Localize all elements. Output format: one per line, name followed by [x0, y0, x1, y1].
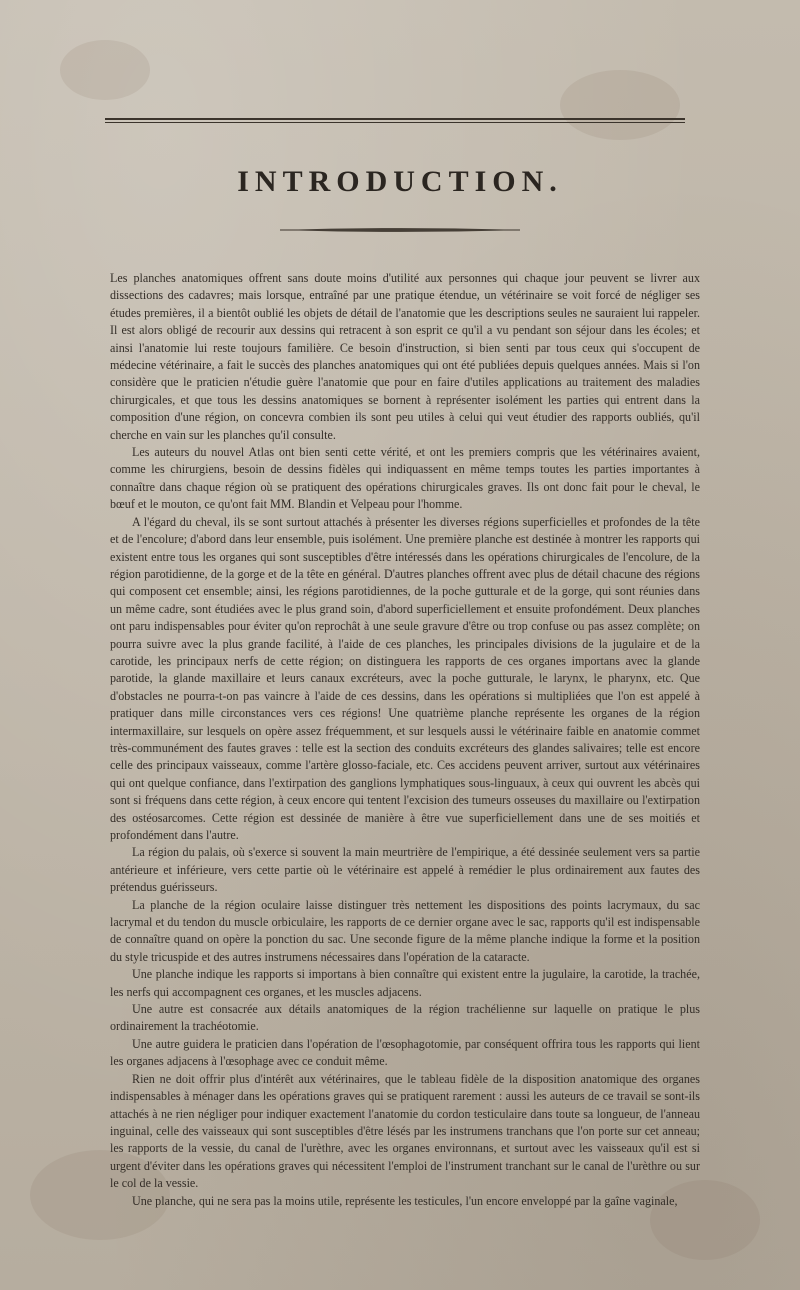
paper-stain — [560, 70, 680, 140]
title-ornament-rule — [280, 226, 520, 234]
introduction-body — [110, 270, 700, 1210]
paragraph: Une planche indique les rapports si importans à bien connaître qui existent entre la jugulaire, la carotide, la trachée, les nerfs qui accompagnent ces organes, et les muscles adjacens. — [110, 967, 700, 999]
paragraph: Rien ne doit offrir plus d'intérêt aux vétérinaires, que le tableau fidèle de la disposition anatomique des organes indispensables à ménager dans les opérations graves qui se pratiquent rarement : aussi les auteurs de ce travail se sont-ils attachés à ne rien négliger pour indiquer exactement l'anatomie du cordon testiculaire dans toute sa longueur, de l'anneau inguinal, celle des vaisseaux qui sont susceptibles d'être lésés par les instrumens tranchans que l'on porte sur cet anneau; les rapports de la vessie, du canal de l'urèthre, avec les organes environnans, et surtout avec les vaisseaux qu'il est si urgent d'éviter dans les opérations graves qui nécessitent l'emploi de l'instrument tranchant sur le canal de l'urèthre ou sur le col de la vessie. — [110, 1071, 700, 1191]
paragraph: La planche de la région oculaire laisse distinguer très nettement les dispositions des points lacrymaux, du sac lacrymal et du tendon du muscle orbiculaire, les rapports de ce dernier organe avec le sac, rapports qu'il est indispensable de connaître quand on opère la ponction du sac. Une seconde figure de la même planche indique la forme et la position du style tricuspide et des autres instrumens nécessaires dans l'opération de la cataracte. — [110, 897, 700, 964]
page-title: INTRODUCTION. — [237, 165, 563, 198]
paragraph: La région du palais, où s'exerce si souvent la main meurtrière de l'empirique, a été dessinée seulement vers sa partie antérieure et inférieure, vers cette partie où le vétérinaire est appelé à remédier le plus ordinairement aux fautes des prétendus guérisseurs. — [110, 845, 700, 895]
paragraph: Une autre est consacrée aux détails anatomiques de la région trachélienne sur laquelle on pratique le plus ordinairement la trachéotomie. — [110, 1002, 700, 1034]
top-double-rule — [105, 118, 685, 123]
paragraph: Les auteurs du nouvel Atlas ont bien senti cette vérité, et ont les premiers compris que les vétérinaires avaient, comme les chirurgiens, besoin de dessins fidèles qui indiquassent en même temps toutes les parties importantes à connaître dans chaque région où se pratiquent des opérations chirurgicales graves. Ils ont donc fait pour le cheval, le bœuf et le mouton, ce qu'ont fait MM. Blandin et Velpeau pour l'homme. — [110, 445, 700, 512]
paragraph: Une planche, qui ne sera pas la moins utile, représente les testicules, l'un encore enveloppé par la gaîne vaginale, — [132, 1193, 678, 1208]
paper-stain — [60, 40, 150, 100]
paragraph: Les planches anatomiques offrent sans doute moins d'utilité aux personnes qui chaque jour peuvent se livrer aux dissections des cadavres; mais lorsque, entraîné par une pratique étendue, un vétérinaire se voit forcé de négliger ses études premières, il a bientôt oublié les objets de détail de l'anatomie que les descriptions seules ne sauraient lui rappeler. Il est alors obligé de recourir aux dessins qui retracent à son esprit ce qu'il a vu pendant son séjour dans les écoles; et ainsi l'anatomie lui reste toujours familière. Ce besoin d'instruction, si bien senti par tous ceux qui s'occupent de médecine vétérinaire, a fait le succès des planches anatomiques qui ont été publiées depuis quelques années. Mais si l'on considère que le praticien n'étudie guère l'anatomie que pour en faire d'utiles applications au traitement des maladies chirurgicales, et que tous les dessins anatomiques se bornent à représenter isolément les parties qui entrent dans la composition d'une région, on concevra combien ils sont peu utiles à celui qui veut étudier des rapports oubliés, qu'il cherche en vain sur les planches qu'il consulte. — [110, 271, 700, 442]
paragraph: Une autre guidera le praticien dans l'opération de l'œsophagotomie, par conséquent offrira tous les rapports qui lient les organes adjacens à l'œsophage avec ce conduit même. — [110, 1036, 700, 1069]
paragraph: A l'égard du cheval, ils se sont surtout attachés à présenter les diverses régions superficielles et profondes de la tête et de l'encolure; d'abord dans leur ensemble, puis isolément. Une première planche est destinée à montrer les rapports qui existent entre tous les organes qui sont susceptibles d'être intéressés dans les opérations chirurgicales de l'encolure, de la région parotidienne, de la gorge et de la tête en général. D'autres planches offrent avec plus de détail chacune des régions qui composent cet ensemble; ainsi, les régions parotidiennes, de la poche gutturale et de la gorge, qui sont réunies dans un même cadre, sont étudiées avec le plus grand soin, d'abord superficiellement et ensuite profondément. Deux planches ont paru indispensables pour éviter qu'on reprochât à une seule gravure d'être ou trop confuse ou pas assez complète; on pourra suivre avec la plus grande facilité, à l'aide de ces planches, les principales divisions de la jugulaire et de la carotide, les principaux nerfs de cette région; on distinguera les rapports de ces organes importans avec la glande parotide, la glande maxillaire et leurs canaux excréteurs, avec la poche gutturale, le larynx, le pharynx, etc. Que d'obstacles ne pourra-t-on pas vaincre à l'aide de ces dessins, dans les opérations si multipliées que l'on est appelé à pratiquer dans mille circonstances vers ces régions! Une quatrième planche représente les organes de la région intermaxillaire, sur lesquels on opère assez fréquemment, et sur lesquels aussi le vétérinaire faible en anatomie commet très-communément des fautes graves : telle est la section des conduits excréteurs des glandes salivaires; telle est encore celle des principaux vaisseaux, comme l'artère glosso-faciale, etc. Ces accidens peuvent arriver, surtout aux vétérinaires qui ont quelque confiance, dans l'extirpation des ganglions lymphatiques sous-linguaux, à ceux qui ouvrent les abcès qui sont si fréquens dans cette région, à ceux encore qui tentent l'excision des tumeurs osseuses du maxillaire ou l'extirpation des ostéosarcomes. Cette région est dessinée de manière à être vue superficiellement dans une de ses moitiés et profondément dans l'autre. — [110, 514, 700, 842]
